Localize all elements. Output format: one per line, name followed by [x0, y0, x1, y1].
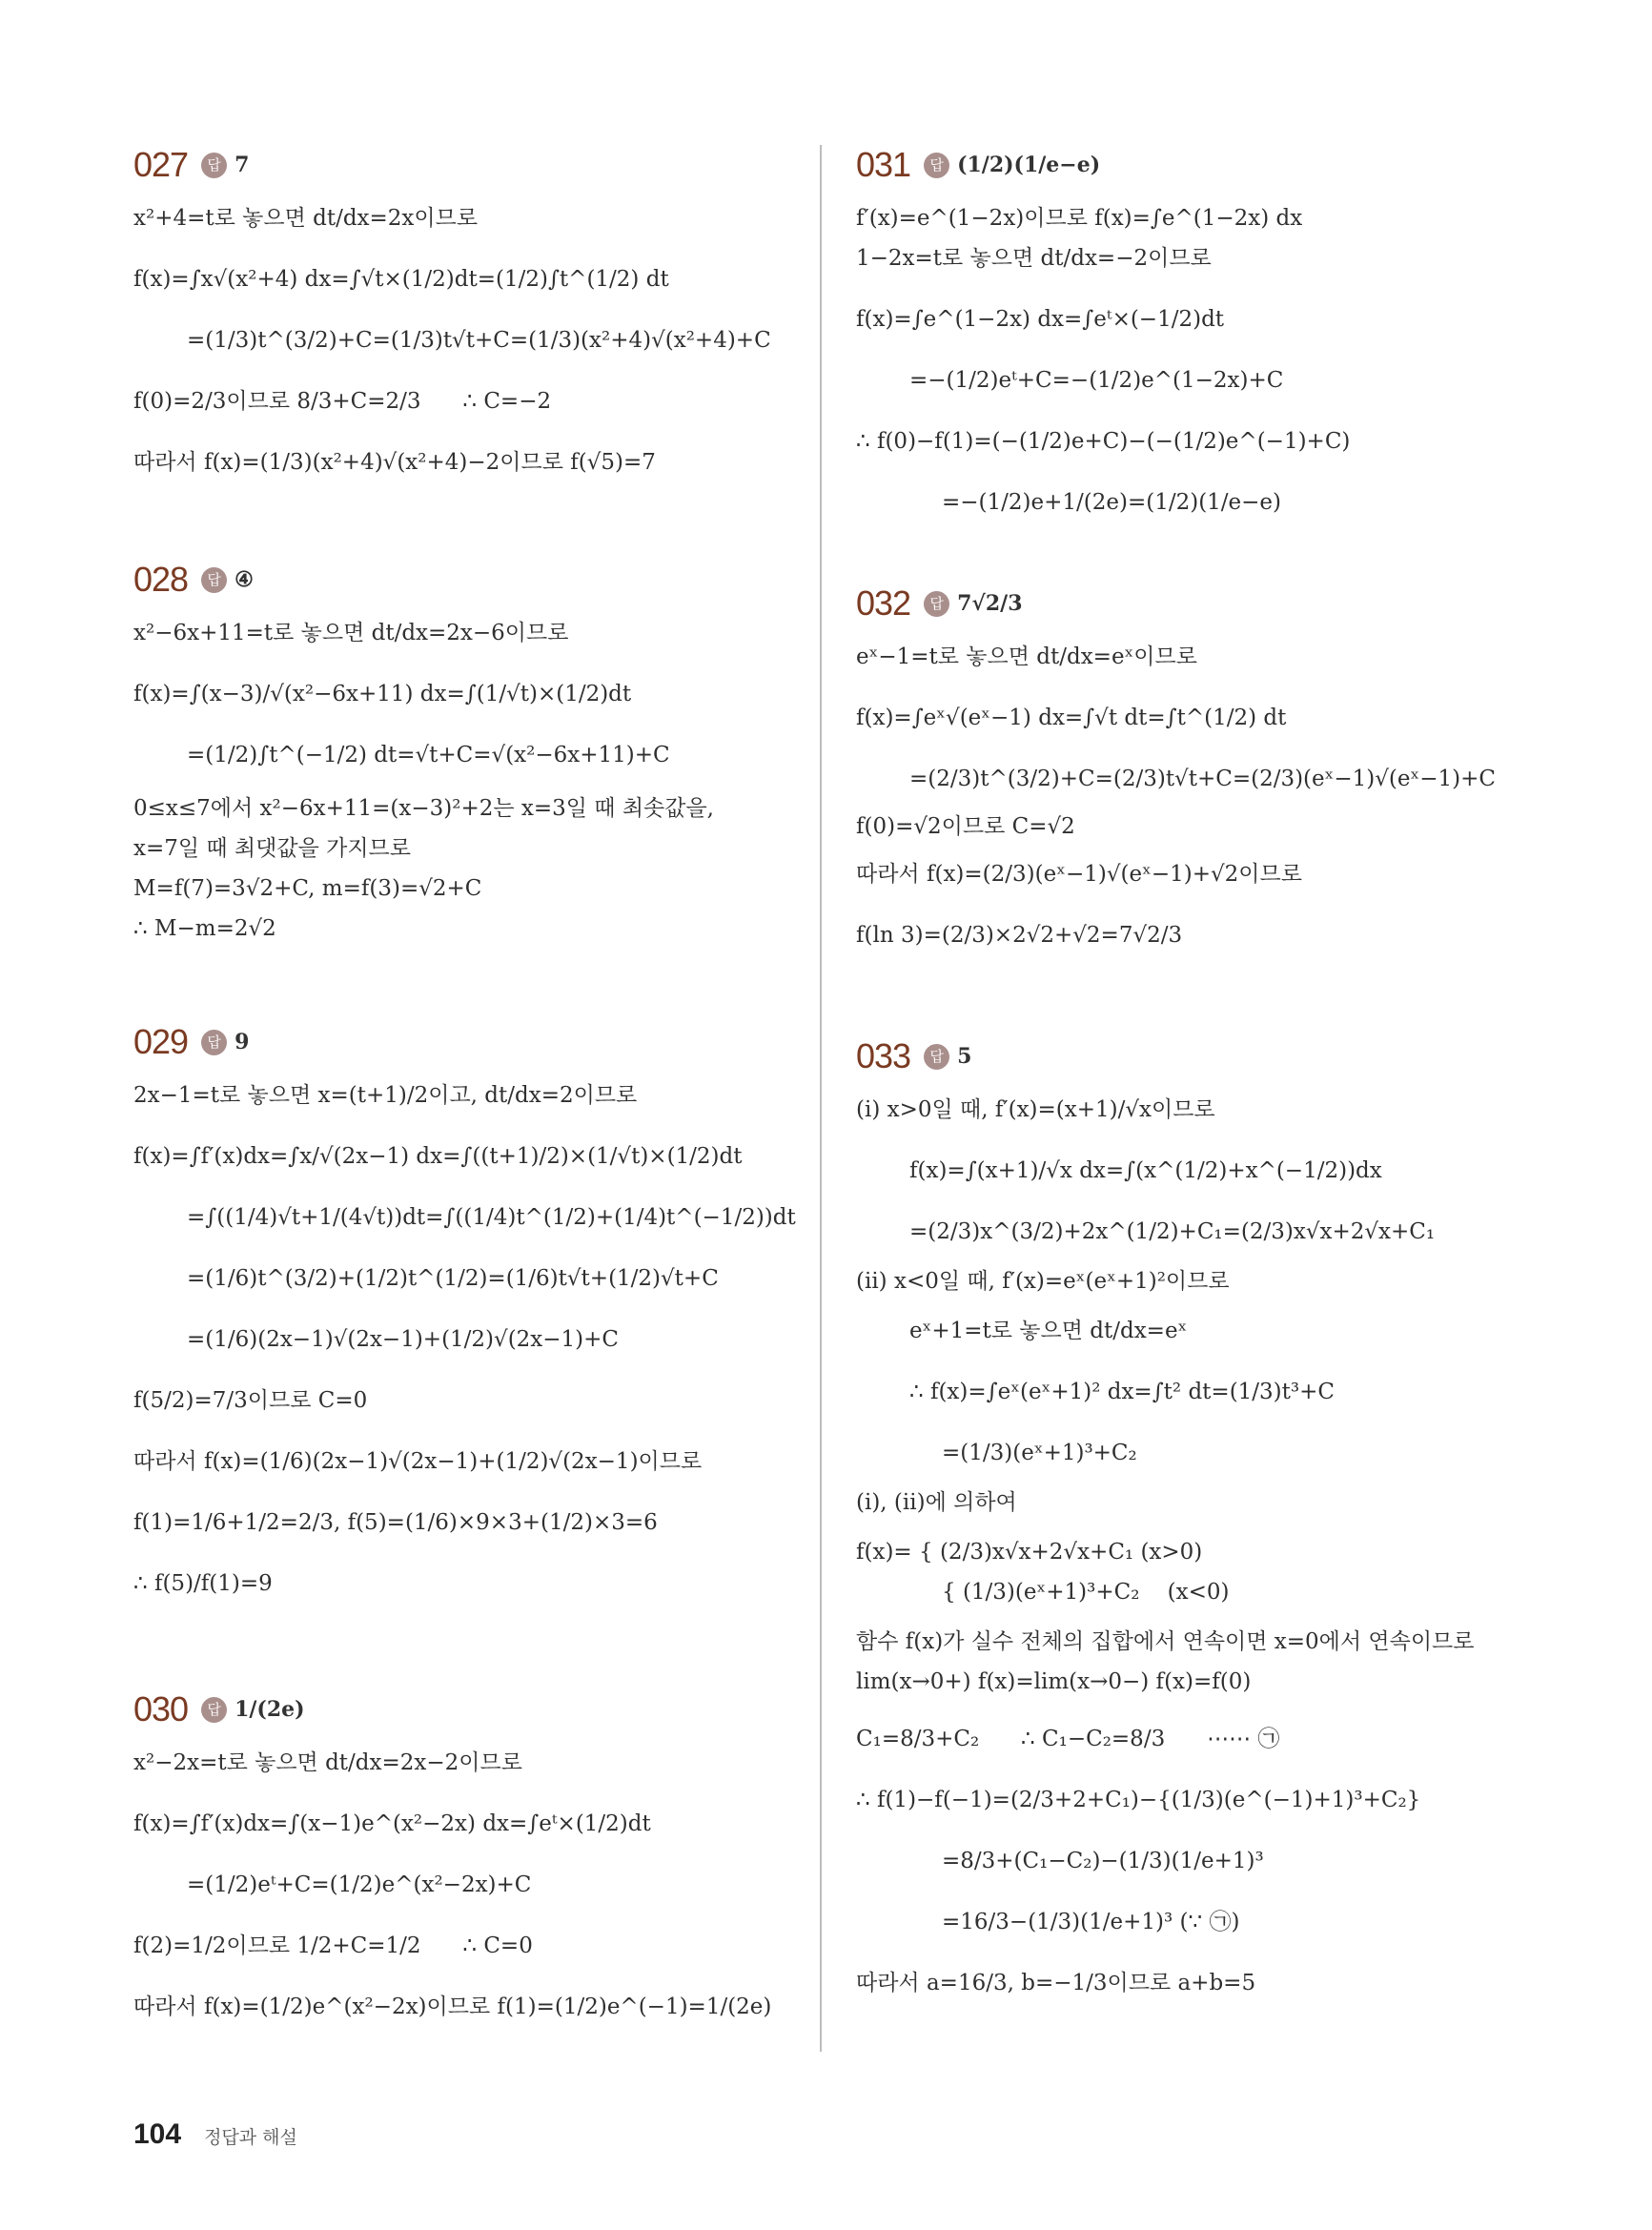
solution-line: =(1/3)(eˣ+1)³+C₂: [942, 1441, 1137, 1465]
answer-badge-icon: 답: [924, 591, 949, 617]
problem-029: [133, 1015, 796, 1597]
solution-lines: [856, 205, 1350, 516]
page-footer: [133, 2118, 297, 2151]
solution-lines: [133, 205, 771, 476]
solution-line: { (1/3)(eˣ+1)³+C₂ (x<0): [942, 1580, 1230, 1605]
answer-value: 7: [235, 153, 250, 177]
problem-031: [856, 138, 1350, 516]
problem-header: [133, 138, 771, 192]
solution-line: f(x)=∫x√(x²+4) dx=∫√t×(1/2)dt=(1/2)∫t^(1/2) dt: [133, 267, 669, 292]
solution-line: =(1/6)t^(3/2)+(1/2)t^(1/2)=(1/6)t√t+(1/2)√t+C: [187, 1266, 719, 1291]
answer-value: 7√2/3: [957, 591, 1023, 616]
solution-line: f(x)=∫eˣ√(eˣ−1) dx=∫√t dt=∫t^(1/2) dt: [856, 706, 1287, 730]
answer-value: 5: [957, 1044, 972, 1069]
solution-line: f(x)=∫e^(1−2x) dx=∫eᵗ×(−1/2)dt: [856, 307, 1225, 332]
column-divider: [820, 145, 822, 2052]
solution-line: 1−2x=t로 놓으면 dt/dx=−2이므로: [856, 246, 1212, 271]
solution-line: f(x)=∫(x−3)/√(x²−6x+11) dx=∫(1/√t)×(1/2)dt: [133, 682, 632, 706]
solution-line: x²+4=t로 놓으면 dt/dx=2x이므로: [133, 206, 479, 231]
problem-number: 033: [856, 1036, 911, 1075]
section-title: 정답과 해설: [204, 2127, 297, 2148]
solution-line: lim(x→0+) f(x)=lim(x→0−) f(x)=f(0): [856, 1669, 1252, 1694]
solution-line: =(1/6)(2x−1)√(2x−1)+(1/2)√(2x−1)+C: [187, 1327, 620, 1352]
problem-030: [133, 1683, 771, 2020]
answer-value: ④: [235, 567, 254, 592]
solution-line: 따라서 a=16/3, b=−1/3이므로 a+b=5: [856, 1971, 1256, 1995]
answer-badge-icon: 답: [201, 1030, 227, 1055]
solution-line: =8/3+(C₁−C₂)−(1/3)(1/e+1)³: [942, 1849, 1264, 1873]
solution-line: (ⅱ) x<0일 때, f′(x)=eˣ(eˣ+1)²이므로: [856, 1269, 1230, 1294]
solution-line: f(ln 3)=(2/3)×2√2+√2=7√2/3: [856, 923, 1183, 948]
solution-line: f(x)=∫f′(x)dx=∫x/√(2x−1) dx=∫((t+1)/2)×(1/√t)×(1/2)dt: [133, 1144, 743, 1169]
answer-badge-icon: 답: [201, 567, 227, 593]
problem-header: [856, 138, 1350, 192]
solution-lines: [133, 1749, 771, 2020]
solution-line: f(0)=√2이므로 C=√2: [856, 814, 1075, 839]
solution-line: =(1/3)t^(3/2)+C=(1/3)t√t+C=(1/3)(x²+4)√(x²+4)+C: [187, 328, 771, 353]
problem-header: [133, 1683, 771, 1736]
problem-header: [856, 1030, 1475, 1083]
solution-line: ∴ M−m=2√2: [133, 916, 276, 941]
solution-line: f(2)=1/2이므로 1/2+C=1/2 ∴ C=0: [133, 1933, 533, 1958]
problem-number: 029: [133, 1022, 189, 1061]
solution-line: =16/3−(1/3)(1/e+1)³ (∵ ㉠): [942, 1910, 1240, 1934]
solution-lines: [856, 1096, 1475, 1996]
problem-header: [133, 553, 714, 606]
solution-lines: [133, 620, 714, 942]
answer-badge-icon: 답: [924, 153, 949, 178]
solution-line: 따라서 f(x)=(1/6)(2x−1)√(2x−1)+(1/2)√(2x−1)이므로: [133, 1449, 703, 1474]
solution-line: ∴ f(0)−f(1)=(−(1/2)e+C)−(−(1/2)e^(−1)+C): [856, 429, 1351, 454]
solution-line: x²−6x+11=t로 놓으면 dt/dx=2x−6이므로: [133, 621, 569, 645]
solution-line: eˣ+1=t로 놓으면 dt/dx=eˣ: [909, 1319, 1188, 1343]
answer-badge-icon: 답: [924, 1044, 949, 1070]
solution-line: =−(1/2)eᵗ+C=−(1/2)e^(1−2x)+C: [909, 368, 1284, 393]
solution-line: f(x)=∫f′(x)dx=∫(x−1)e^(x²−2x) dx=∫eᵗ×(1/2)dt: [133, 1811, 651, 1836]
answer-value: 9: [235, 1030, 250, 1054]
problem-028: [133, 553, 714, 942]
problem-number: 027: [133, 145, 189, 184]
problem-032: [856, 577, 1496, 949]
solution-line: =(1/2)∫t^(−1/2) dt=√t+C=√(x²−6x+11)+C: [187, 743, 670, 767]
solution-line: 0≤x≤7에서 x²−6x+11=(x−3)²+2는 x=3일 때 최솟값을,: [133, 796, 714, 821]
solution-line: =∫((1/4)√t+1/(4√t))dt=∫((1/4)t^(1/2)+(1/4)t^(−1/2))dt: [187, 1205, 796, 1230]
solution-line: f(1)=1/6+1/2=2/3, f(5)=(1/6)×9×3+(1/2)×3=6: [133, 1510, 658, 1535]
page-number: 104: [133, 2118, 182, 2150]
solution-line: f′(x)=e^(1−2x)이므로 f(x)=∫e^(1−2x) dx: [856, 206, 1303, 231]
answer-badge-icon: 답: [201, 153, 227, 178]
solution-line: f(5/2)=7/3이므로 C=0: [133, 1388, 368, 1413]
solution-line: =(2/3)t^(3/2)+C=(2/3)t√t+C=(2/3)(eˣ−1)√(eˣ−1)+C: [909, 767, 1497, 791]
solution-line: ∴ f(1)−f(−1)=(2/3+2+C₁)−{(1/3)(e^(−1)+1)³+C₂}: [856, 1788, 1421, 1812]
solution-line: (ⅰ), (ⅱ)에 의하여: [856, 1490, 1017, 1515]
solution-line: 따라서 f(x)=(1/3)(x²+4)√(x²+4)−2이므로 f(√5)=7: [133, 450, 656, 475]
solution-line: =(2/3)x^(3/2)+2x^(1/2)+C₁=(2/3)x√x+2√x+C₁: [909, 1219, 1436, 1244]
problem-027: [133, 138, 771, 476]
problem-033: [856, 1030, 1475, 1996]
answer-value: 1/(2e): [235, 1697, 305, 1722]
solution-line: f(x)=∫(x+1)/√x dx=∫(x^(1/2)+x^(−1/2))dx: [909, 1158, 1382, 1183]
solution-line: 함수 f(x)가 실수 전체의 집합에서 연속이면 x=0에서 연속이므로: [856, 1629, 1475, 1654]
solution-line: ∴ f(5)/f(1)=9: [133, 1571, 273, 1596]
solution-line: eˣ−1=t로 놓으면 dt/dx=eˣ이므로: [856, 644, 1197, 669]
problem-header: [856, 577, 1496, 630]
answer-badge-icon: 답: [201, 1697, 227, 1723]
problem-header: [133, 1015, 796, 1069]
solution-line: =−(1/2)e+1/(2e)=(1/2)(1/e−e): [942, 490, 1282, 515]
solution-lines: [856, 644, 1496, 949]
solution-line: 따라서 f(x)=(2/3)(eˣ−1)√(eˣ−1)+√2이므로: [856, 862, 1302, 887]
solution-line: x²−2x=t로 놓으면 dt/dx=2x−2이므로: [133, 1750, 522, 1775]
solution-line: =(1/2)eᵗ+C=(1/2)e^(x²−2x)+C: [187, 1872, 532, 1897]
solution-line: x=7일 때 최댓값을 가지므로: [133, 836, 411, 861]
solution-line: 따라서 f(x)=(1/2)e^(x²−2x)이므로 f(1)=(1/2)e^(−1)=1/(2e): [133, 1995, 772, 2019]
solution-line: C₁=8/3+C₂ ∴ C₁−C₂=8/3 ⋯⋯ ㉠: [856, 1727, 1280, 1751]
solution-line: (ⅰ) x>0일 때, f′(x)=(x+1)/√x이므로: [856, 1097, 1215, 1122]
solution-line: M=f(7)=3√2+C, m=f(3)=√2+C: [133, 876, 482, 901]
answer-value: (1/2)(1/e−e): [957, 153, 1101, 177]
problem-number: 032: [856, 583, 911, 623]
solution-lines: [133, 1082, 796, 1597]
problem-number: 031: [856, 145, 911, 184]
problem-number: 030: [133, 1689, 189, 1729]
problem-number: 028: [133, 560, 189, 599]
solution-line: f(0)=2/3이므로 8/3+C=2/3 ∴ C=−2: [133, 389, 552, 414]
solution-line: ∴ f(x)=∫eˣ(eˣ+1)² dx=∫t² dt=(1/3)t³+C: [909, 1380, 1335, 1404]
solution-line: f(x)= { (2/3)x√x+2√x+C₁ (x>0): [856, 1540, 1203, 1565]
solution-line: 2x−1=t로 놓으면 x=(t+1)/2이고, dt/dx=2이므로: [133, 1083, 638, 1108]
